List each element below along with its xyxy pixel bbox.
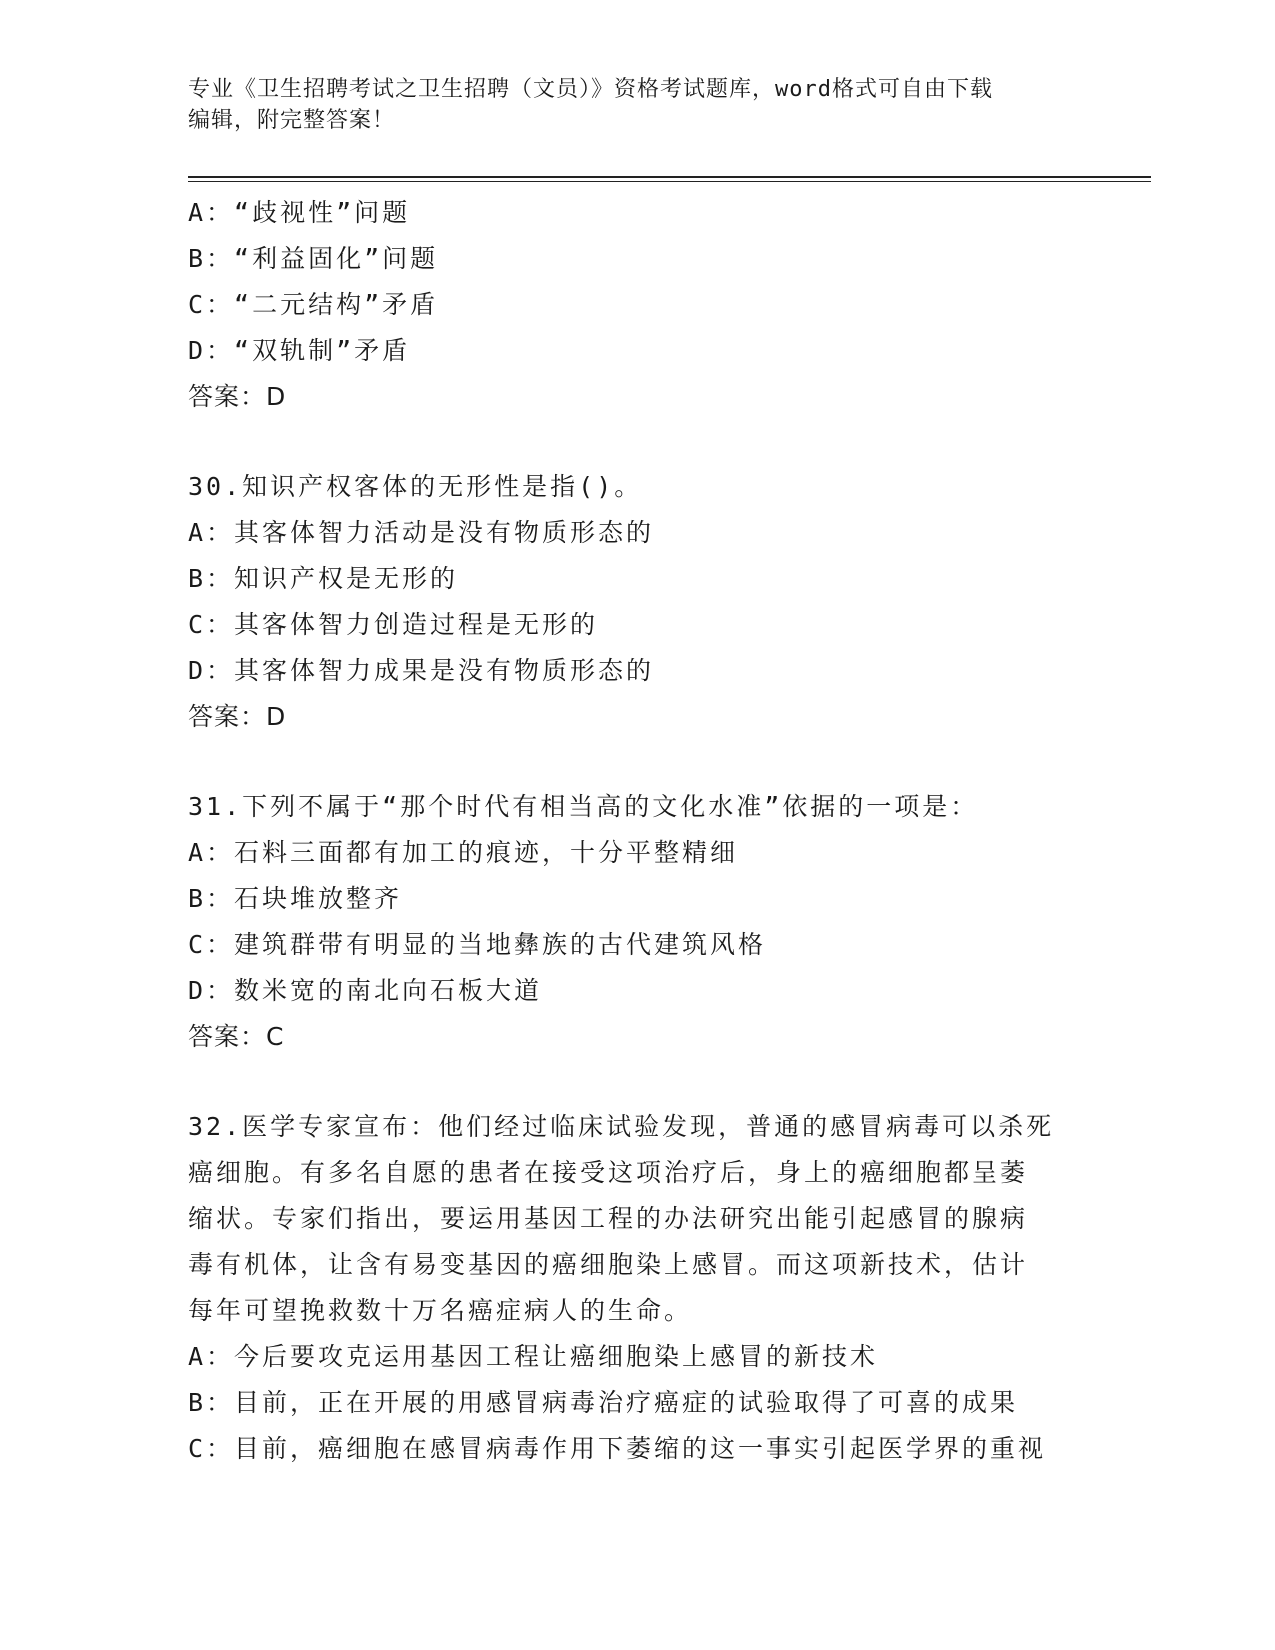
header-divider-thin <box>188 181 1151 182</box>
document-body <box>188 190 1088 1472</box>
header-line-2: 编辑，附完整答案！ <box>188 108 396 133</box>
answer: 答案：D <box>188 382 287 411</box>
question-stem-line: 癌细胞。有多名自愿的患者在接受这项治疗后，身上的癌细胞都呈萎 <box>188 1158 1029 1187</box>
option-d: D：数米宽的南北向石板大道 <box>188 976 543 1005</box>
header-line-1: 专业《卫生招聘考试之卫生招聘（文员）》资格考试题库，word格式可自由下载 <box>188 77 993 102</box>
answer: 答案：C <box>188 1022 285 1051</box>
option-a: A：今后要攻克运用基因工程让癌细胞染上感冒的新技术 <box>188 1342 879 1371</box>
question-29 <box>188 190 1088 420</box>
header-divider <box>188 176 1151 178</box>
question-stem-line: 32.医学专家宣布：他们经过临床试验发现，普通的感冒病毒可以杀死 <box>188 1112 1055 1141</box>
option-a: A：“歧视性”问题 <box>188 198 411 227</box>
question-stem: 30.知识产权客体的无形性是指()。 <box>188 472 643 501</box>
option-a: A：其客体智力活动是没有物质形态的 <box>188 518 655 547</box>
question-stem-line: 每年可望挽救数十万名癌症病人的生命。 <box>188 1296 693 1325</box>
question-32 <box>188 1104 1088 1472</box>
question-31 <box>188 784 1088 1060</box>
option-b: B：目前，正在开展的用感冒病毒治疗癌症的试验取得了可喜的成果 <box>188 1388 1019 1417</box>
question-stem-line: 毒有机体，让含有易变基因的癌细胞染上感冒。而这项新技术，估计 <box>188 1250 1029 1279</box>
option-b: B：石块堆放整齐 <box>188 884 403 913</box>
option-b: B：“利益固化”问题 <box>188 244 439 273</box>
option-d: D：其客体智力成果是没有物质形态的 <box>188 656 655 685</box>
option-a: A：石料三面都有加工的痕迹，十分平整精细 <box>188 838 739 867</box>
question-30 <box>188 464 1088 740</box>
option-c: C：建筑群带有明显的当地彝族的古代建筑风格 <box>188 930 767 959</box>
option-c: C：目前，癌细胞在感冒病毒作用下萎缩的这一事实引起医学界的重视 <box>188 1434 1047 1463</box>
option-c: C：其客体智力创造过程是无形的 <box>188 610 599 639</box>
answer: 答案：D <box>188 702 287 731</box>
question-stem: 31.下列不属于“那个时代有相当高的文化水准”依据的一项是： <box>188 792 979 821</box>
option-d: D：“双轨制”矛盾 <box>188 336 411 365</box>
question-stem-line: 缩状。专家们指出，要运用基因工程的办法研究出能引起感冒的腺病 <box>188 1204 1029 1233</box>
document-header <box>188 74 1088 136</box>
option-b: B：知识产权是无形的 <box>188 564 459 593</box>
option-c: C：“二元结构”矛盾 <box>188 290 439 319</box>
